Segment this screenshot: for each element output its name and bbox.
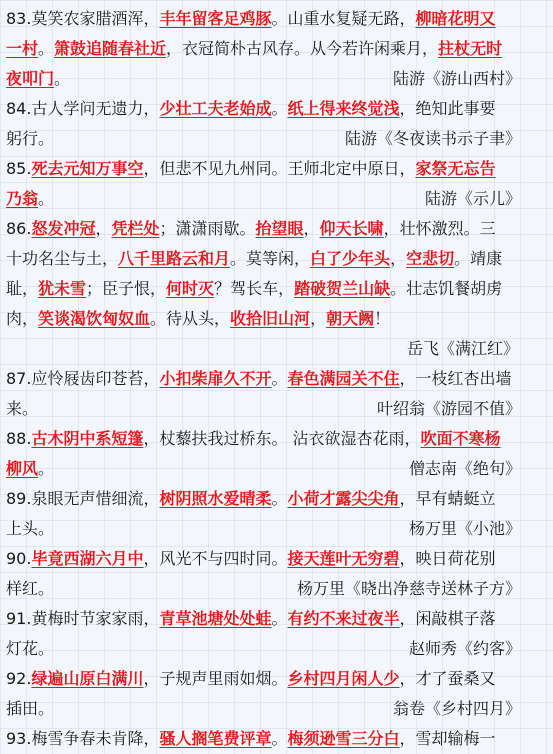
highlighted-verse: 乡村四月闲人少: [287, 669, 400, 688]
verse-text: 十功名尘与土，: [6, 249, 119, 268]
verse-text: 。: [271, 369, 288, 388]
highlighted-verse: 纸上得来终觉浅: [287, 99, 400, 118]
poem-author: 僧志南《绝句》: [408, 459, 521, 478]
verse-text: 。: [271, 489, 288, 508]
poem-line: [6, 64, 549, 94]
poem-line: [6, 34, 549, 64]
highlighted-verse: 骚人搁笔费评章: [159, 729, 272, 748]
poem-entry: [6, 424, 549, 484]
verse-text: ，: [310, 309, 327, 328]
poem-author: 杨万里《晓出净慈寺送林子方》: [296, 579, 521, 598]
poem-entry: [6, 724, 549, 754]
poem-line: [6, 514, 549, 544]
highlighted-verse: 少壮工夫老始成: [159, 99, 272, 118]
poem-line: [6, 424, 549, 454]
verse-text: 上头。: [6, 519, 55, 538]
highlighted-verse: 丰年留客足鸡豚: [159, 9, 272, 28]
poem-entry: [6, 544, 549, 604]
verse-text: ，风光不与四时同。: [143, 549, 288, 568]
verse-text: ，绝知此事要: [399, 99, 496, 118]
verse-text: 93.梅雪争春未肯降，: [6, 729, 160, 748]
verse-text: 。壮志饥餐胡虏: [390, 279, 503, 298]
poem-line: [6, 154, 549, 184]
poem-author: 杨万里《小池》: [408, 519, 521, 538]
verse-text: ；潇潇雨歇。: [159, 219, 256, 238]
poem-author: 赵师秀《约客》: [408, 639, 521, 658]
verse-text: 90.: [6, 549, 32, 568]
poem-line: [6, 304, 549, 334]
poem-entry: [6, 214, 549, 364]
poem-line: [6, 574, 549, 604]
poem-entry: [6, 664, 549, 724]
highlighted-verse: 有约不来过夜半: [287, 609, 400, 628]
verse-text: 83.莫笑农家腊酒浑，: [6, 9, 160, 28]
highlighted-verse: 吹面不寒杨: [420, 429, 501, 448]
highlighted-verse: 小荷才露尖尖角: [287, 489, 400, 508]
poem-entry: [6, 94, 549, 154]
verse-text: 91.黄梅时节家家雨，: [6, 609, 160, 628]
verse-text: ，衣冠简朴古风存。从今若许闲乘月，: [166, 39, 439, 58]
poem-line: [6, 484, 549, 514]
verse-text: 。靖康: [454, 249, 503, 268]
highlighted-verse: 绿遍山原白满川: [31, 669, 144, 688]
poem-author: 翁卷《乡村四月》: [392, 699, 521, 718]
poem-line: [6, 274, 549, 304]
poem-line: [6, 244, 549, 274]
verse-text: 86.: [6, 219, 32, 238]
verse-text: 。: [38, 459, 55, 478]
verse-text: 92.: [6, 669, 32, 688]
highlighted-verse: 何时灭: [166, 279, 215, 298]
poem-entry: [6, 4, 549, 94]
highlighted-verse: 一村: [6, 39, 39, 58]
verse-text: ，早有蜻蜓立: [399, 489, 496, 508]
verse-text: 。山重水复疑无路，: [271, 9, 416, 28]
highlighted-verse: 收拾旧山河: [230, 309, 311, 328]
poem-author: 陆游《示儿》: [424, 189, 521, 208]
highlighted-verse: 小扣柴扉久不开: [159, 369, 272, 388]
highlighted-verse: 抬望眼: [255, 219, 304, 238]
highlighted-verse: 凭栏处: [111, 219, 160, 238]
highlighted-verse: 柳暗花明又: [415, 9, 496, 28]
poem-line: [6, 94, 549, 124]
highlighted-verse: 犹未雪: [38, 279, 87, 298]
verse-text: 87.应怜屐齿印苍苔，: [6, 369, 160, 388]
highlighted-verse: 乃翁: [6, 189, 39, 208]
poem-line: [6, 724, 549, 754]
poem-author: 陆游《游山西村》: [392, 69, 521, 88]
verse-text: ，雪却输梅一: [399, 729, 496, 748]
highlighted-verse: 树阴照水爱晴柔: [159, 489, 272, 508]
verse-text: 耻，: [6, 279, 39, 298]
verse-text: 。: [54, 69, 71, 88]
poem-line: [6, 634, 549, 664]
verse-text: ，杖藜扶我过桥东。 沾衣欲湿杏花雨，: [143, 429, 421, 448]
verse-text: 。: [38, 189, 55, 208]
highlighted-verse: 白了少年头: [310, 249, 391, 268]
verse-text: 。莫等闲，: [230, 249, 311, 268]
verse-text: 躬行。: [6, 129, 55, 148]
highlighted-verse: 青草池塘处处蛙: [159, 609, 272, 628]
verse-text: ，子规声里雨如烟。: [143, 669, 288, 688]
verse-text: 。: [271, 729, 288, 748]
verse-text: ，一枝红杏出墙: [399, 369, 512, 388]
poem-line: [6, 4, 549, 34]
verse-text: 。: [271, 99, 288, 118]
verse-text: ，: [390, 249, 407, 268]
verse-text: 84.古人学问无遗力，: [6, 99, 160, 118]
poem-line: [6, 124, 549, 154]
verse-text: 。: [271, 609, 288, 628]
highlighted-verse: 接天莲叶无穷碧: [287, 549, 400, 568]
highlighted-verse: 空悲切: [406, 249, 455, 268]
verse-text: 85.: [6, 159, 32, 178]
poem-entry-list: [6, 4, 549, 754]
verse-text: ，壮怀激烈。三: [383, 219, 496, 238]
poem-line: [6, 544, 549, 574]
highlighted-verse: 毕竟西湖六月中: [31, 549, 144, 568]
verse-text: 88.: [6, 429, 32, 448]
verse-text: 。待从头，: [150, 309, 231, 328]
verse-text: 灯花。: [6, 639, 55, 658]
poem-line: [6, 214, 549, 244]
verse-text: ，才了蚕桑又: [399, 669, 496, 688]
poem-line: [6, 184, 549, 214]
verse-text: ，但悲不见九州同。王师北定中原日，: [143, 159, 416, 178]
highlighted-verse: 柳风: [6, 459, 39, 478]
verse-text: ，映日荷花别: [399, 549, 496, 568]
highlighted-verse: 夜叩门: [6, 69, 55, 88]
highlighted-verse: 春色满园关不住: [287, 369, 400, 388]
poem-author: 岳飞《满江红》: [406, 339, 519, 358]
highlighted-verse: 朝天阙: [326, 309, 375, 328]
highlighted-verse: 拄杖无时: [438, 39, 503, 58]
verse-text: 来。: [6, 399, 39, 418]
poem-line: [6, 454, 549, 484]
poem-line: [6, 694, 549, 724]
verse-text: 样红。: [6, 579, 55, 598]
verse-text: 。: [38, 39, 55, 58]
verse-text: ，: [303, 219, 320, 238]
highlighted-verse: 箫鼓追随春社近: [54, 39, 167, 58]
poem-author: 陆游《冬夜读书示子聿》: [344, 129, 521, 148]
verse-text: ，: [95, 219, 112, 238]
poem-entry: [6, 364, 549, 424]
highlighted-verse: 古木阴中系短篷: [31, 429, 144, 448]
highlighted-verse: 死去元知万事空: [31, 159, 144, 178]
poem-entry: [6, 154, 549, 214]
highlighted-verse: 仰天长啸: [319, 219, 384, 238]
poem-line: [6, 664, 549, 694]
poem-entry: [6, 604, 549, 664]
verse-text: ？驾长车，: [214, 279, 295, 298]
verse-text: 肉，: [6, 309, 39, 328]
verse-text: ，闲敲棋子落: [399, 609, 496, 628]
highlighted-verse: 笑谈渴饮匈奴血: [38, 309, 151, 328]
poem-author: 叶绍翁《游园不值》: [376, 399, 521, 418]
verse-text: ！: [374, 309, 391, 328]
poem-entry: [6, 484, 549, 544]
verse-text: 插田。: [6, 699, 55, 718]
verse-text: ；臣子恨，: [86, 279, 167, 298]
poem-line: [6, 604, 549, 634]
poem-line: [6, 364, 549, 394]
highlighted-verse: 梅须逊雪三分白: [287, 729, 400, 748]
highlighted-verse: 怒发冲冠: [31, 219, 96, 238]
verse-text: 89.泉眼无声惜细流，: [6, 489, 160, 508]
highlighted-verse: 家祭无忘告: [415, 159, 496, 178]
poem-line: [6, 394, 549, 424]
highlighted-verse: 踏破贺兰山缺: [294, 279, 391, 298]
highlighted-verse: 八千里路云和月: [118, 249, 231, 268]
